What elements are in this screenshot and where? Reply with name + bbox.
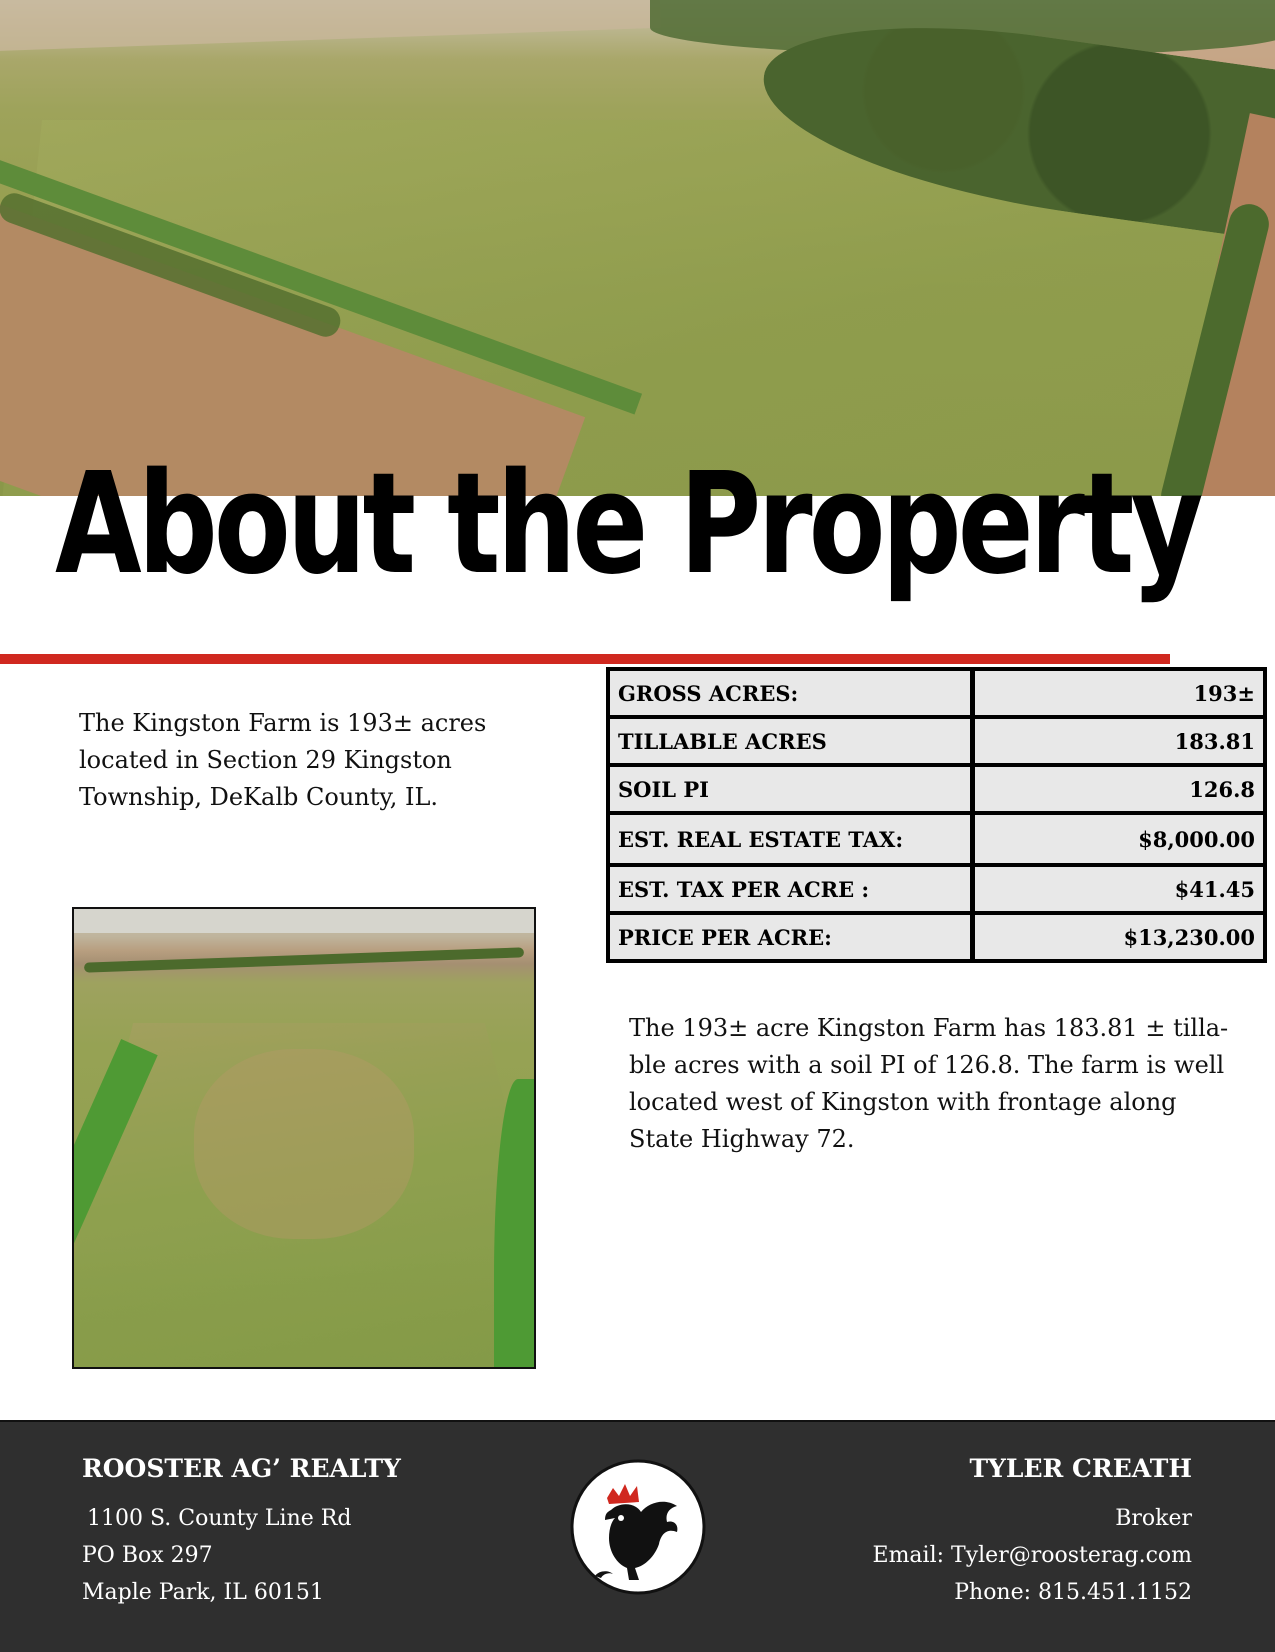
- stats-label: TILLABLE ACRES: [610, 719, 975, 763]
- field-aerial-photo: [72, 907, 536, 1369]
- stats-value: 193±: [975, 671, 1263, 715]
- stats-value: $8,000.00: [975, 815, 1263, 863]
- stats-label: PRICE PER ACRE:: [610, 915, 975, 959]
- rooster-logo-icon: [569, 1458, 707, 1596]
- stats-label: EST. REAL ESTATE TAX:: [610, 815, 975, 863]
- agent-role: Broker: [1115, 1506, 1192, 1531]
- intro-paragraph: The Kingston Farm is 193± acres located in Section 29 Kingston Township, DeKalb County, IL.: [79, 709, 487, 811]
- stats-row-gross-acres: [610, 671, 1263, 715]
- stats-row-price-per-acre: [610, 915, 1263, 959]
- stats-value: 183.81: [975, 719, 1263, 763]
- stats-row-tillable-acres: [610, 719, 1263, 763]
- description-paragraph: The 193± acre Kingston Farm has 183.81 ± tilla-ble acres with a soil PI of 126.8. The farm is well located west of Kingston with frontage along State Highway 72.: [629, 1014, 1229, 1153]
- agent-phone[interactable]: Phone: 815.451.1152: [954, 1580, 1192, 1605]
- hero-aerial-photo: [0, 0, 1275, 496]
- stats-label: GROSS ACRES:: [610, 671, 975, 715]
- company-address-line-2: PO Box 297: [82, 1543, 213, 1568]
- stats-row-real-estate-tax: [610, 815, 1263, 863]
- stats-label: EST. TAX PER ACRE :: [610, 867, 975, 911]
- stats-label: SOIL PI: [610, 767, 975, 811]
- title-divider: [0, 654, 1170, 664]
- footer: [0, 1420, 1275, 1652]
- property-stats-table: [606, 667, 1267, 963]
- agent-name: TYLER CREATH: [969, 1454, 1192, 1483]
- page-title: About the Property: [55, 443, 1200, 606]
- company-address-line-1: 1100 S. County Line Rd: [87, 1506, 352, 1531]
- company-address-line-3: Maple Park, IL 60151: [82, 1580, 324, 1605]
- stats-value: $41.45: [975, 867, 1263, 911]
- agent-email[interactable]: Email: Tyler@roosterag.com: [872, 1543, 1192, 1568]
- stats-row-tax-per-acre: [610, 867, 1263, 911]
- stats-value: $13,230.00: [975, 915, 1263, 959]
- stats-value: 126.8: [975, 767, 1263, 811]
- stats-row-soil-pi: [610, 767, 1263, 811]
- company-name: ROOSTER AG’ REALTY: [82, 1454, 401, 1483]
